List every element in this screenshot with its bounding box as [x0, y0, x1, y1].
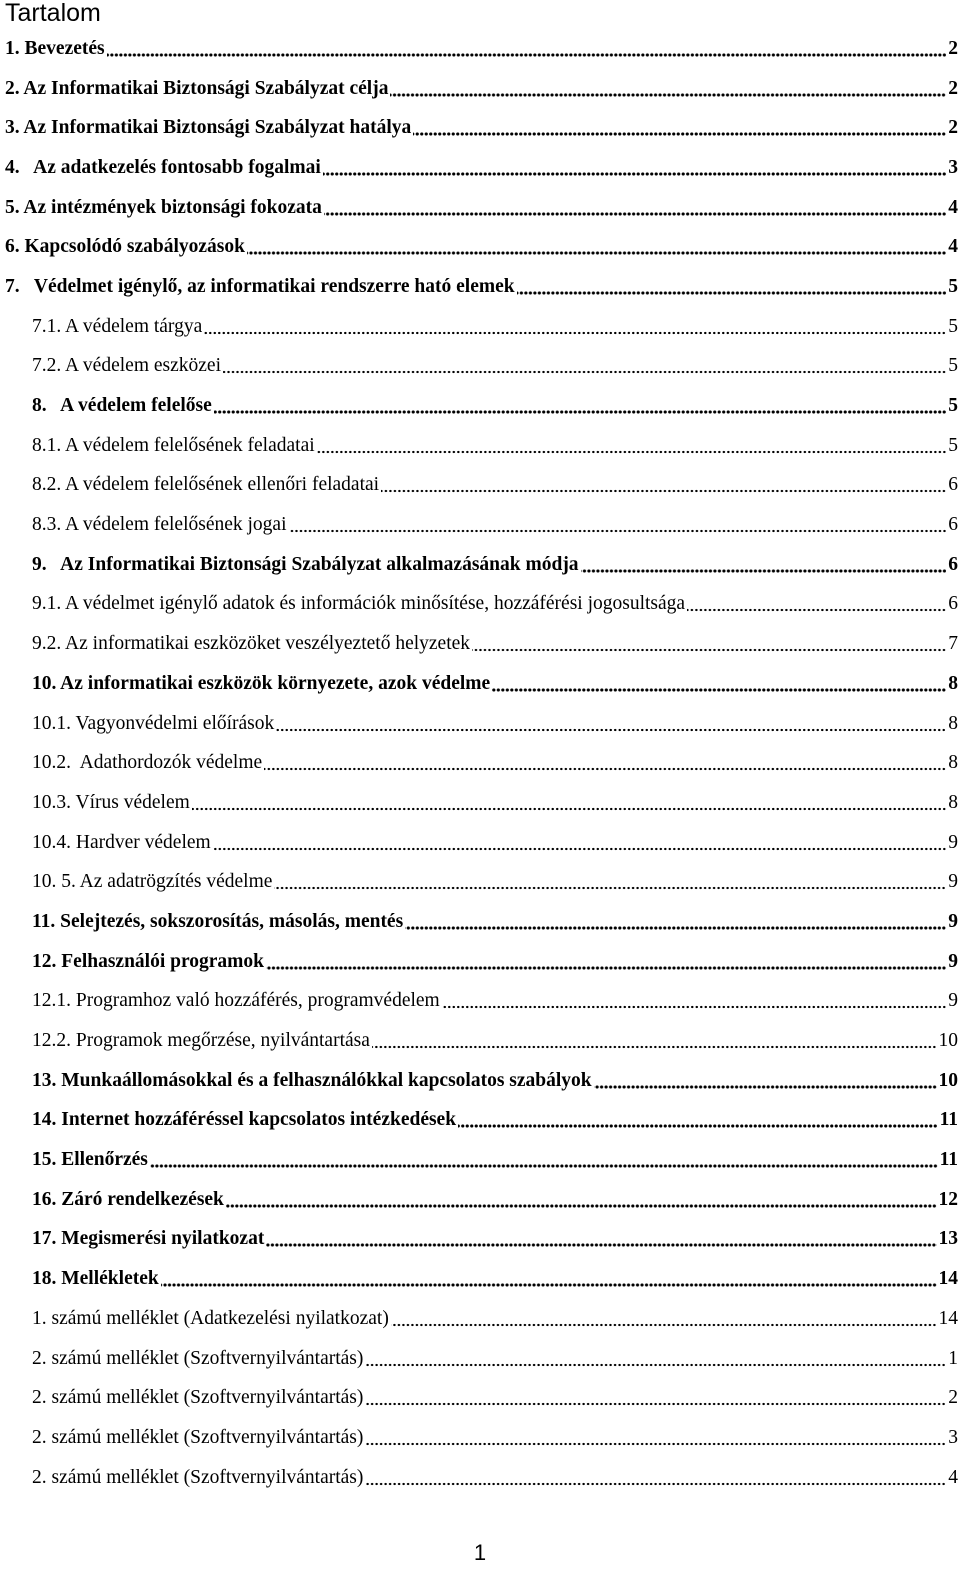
toc-entry-page: 5 [948, 315, 958, 337]
dot-leader [372, 1045, 937, 1049]
dot-leader [247, 251, 946, 255]
toc-entry-label: 8.2. A védelem felelősének ellenőri feladatai [32, 474, 380, 496]
toc-entry-page: 5 [948, 434, 958, 456]
dot-leader [161, 1283, 937, 1287]
toc-entry[interactable] [0, 902, 960, 942]
dot-leader [223, 370, 946, 374]
toc-entry[interactable] [0, 585, 960, 625]
toc-entry[interactable] [0, 1021, 960, 1061]
toc-entry[interactable] [0, 29, 960, 69]
toc-entry-label: 1. Bevezetés [5, 37, 105, 59]
toc-entry[interactable] [0, 862, 960, 902]
toc-entry-page: 3 [948, 1426, 958, 1448]
toc-entry-label: 10.3. Vírus védelem [32, 791, 190, 813]
toc-entry-label: 16. Záró rendelkezések [32, 1188, 224, 1210]
toc-entry-label: 13. Munkaállomásokkal és a felhasználókkal kapcsolatos szabályok [32, 1069, 592, 1091]
toc-entry-page: 3 [948, 156, 958, 178]
toc-entry[interactable] [0, 1339, 960, 1379]
toc-entry-label: 10. 5. Az adatrögzítés védelme [32, 871, 273, 893]
dot-leader [365, 1402, 946, 1406]
toc-entry-label: 12.2. Programok megőrzése, nyilvántartása [32, 1030, 370, 1052]
dot-leader [365, 1482, 946, 1486]
toc-entry-page: 6 [948, 514, 958, 536]
dot-leader [472, 648, 946, 652]
toc-entry-page: 10 [938, 1069, 958, 1091]
toc-entry[interactable] [0, 1061, 960, 1101]
toc-entry-label: 6. Kapcsolódó szabályozások [5, 236, 245, 258]
dot-leader [458, 1124, 938, 1128]
toc-entry[interactable] [0, 1299, 960, 1339]
toc-entry[interactable] [0, 307, 960, 347]
toc-entry-page: 9 [948, 871, 958, 893]
dot-leader [594, 1085, 937, 1089]
toc-entry-label: 12.1. Programhoz való hozzáférés, programvédelem [32, 990, 440, 1012]
toc-entry-label: 8.3. A védelem felelősének jogai [32, 514, 287, 536]
toc-entry-label: 5. Az intézmények biztonsági fokozata [5, 196, 322, 218]
toc-entry-page: 9 [948, 831, 958, 853]
toc-entry-page: 5 [948, 395, 958, 417]
toc-entry-label: 4. Az adatkezelés fontosabb fogalmai [5, 156, 321, 178]
dot-leader [381, 489, 946, 493]
toc-entry-page: 8 [948, 791, 958, 813]
dot-leader [492, 688, 946, 692]
toc-entry[interactable] [0, 426, 960, 466]
dot-leader [390, 93, 946, 97]
toc-entry[interactable] [0, 982, 960, 1022]
toc-entry[interactable] [0, 783, 960, 823]
toc-entry-page: 14 [938, 1268, 958, 1290]
toc-entry-label: 7. Védelmet igénylő, az informatikai rendszerre ható elemek [5, 275, 515, 297]
toc-entry-label: 7.1. A védelem tárgya [32, 315, 203, 337]
toc-entry[interactable] [0, 1458, 960, 1498]
dot-leader [264, 767, 946, 771]
toc-entry-page: 8 [948, 672, 958, 694]
dot-leader [413, 132, 946, 136]
toc-entry-label: 9. Az Informatikai Biztonsági Szabályzat alkalmazásának módja [32, 553, 579, 575]
dot-leader [226, 1204, 937, 1208]
toc-entry[interactable] [0, 347, 960, 387]
toc-entry[interactable] [0, 1259, 960, 1299]
toc-entry[interactable] [0, 108, 960, 148]
dot-leader [213, 847, 947, 851]
toc-entry-label: 8. A védelem felelőse [32, 395, 212, 417]
toc-entry-label: 8.1. A védelem felelősének feladatai [32, 434, 315, 456]
toc-entry[interactable] [0, 505, 960, 545]
dot-leader [442, 1005, 947, 1009]
toc-entry[interactable] [0, 1140, 960, 1180]
toc-entry-label: 14. Internet hozzáféréssel kapcsolatos intézkedések [32, 1109, 457, 1131]
toc-entry-label: 2. számú melléklet (Szoftvernyilvántartás) [32, 1466, 364, 1488]
toc-entry-page: 9 [948, 950, 958, 972]
dot-leader [204, 331, 946, 335]
toc-entry-page: 11 [939, 1149, 958, 1171]
toc-entry-page: 2 [948, 117, 958, 139]
dot-leader [365, 1363, 946, 1367]
dot-leader [107, 53, 947, 57]
toc-entry-label: 10. Az informatikai eszközök környezete, azok védelme [32, 672, 491, 694]
toc-entry-page: 8 [948, 712, 958, 734]
toc-entry-page: 8 [948, 752, 958, 774]
toc-entry-page: 14 [938, 1307, 958, 1329]
toc-entry[interactable] [0, 1220, 960, 1260]
toc-entry-label: 10.4. Hardver védelem [32, 831, 211, 853]
toc-entry-label: 9.2. Az informatikai eszközöket veszélyeztető helyzetek [32, 633, 471, 655]
toc-entry[interactable] [0, 69, 960, 109]
toc-entry-label: 3. Az Informatikai Biztonsági Szabályzat hatálya [5, 117, 412, 139]
dot-leader [391, 1323, 937, 1327]
toc-entry-label: 1. számú melléklet (Adatkezelési nyilatkozat) [32, 1307, 389, 1329]
toc-entry-page: 6 [948, 553, 958, 575]
dot-leader [581, 569, 947, 573]
dot-leader [266, 1243, 936, 1247]
toc-entry-page: 9 [948, 990, 958, 1012]
toc-entry-page: 5 [948, 355, 958, 377]
dot-leader [323, 172, 946, 176]
toc-entry-label: 15. Ellenőrzés [32, 1149, 148, 1171]
toc-entry-label: 11. Selejtezés, sokszorosítás, másolás, mentés [32, 910, 404, 932]
page-number: 1 [473, 1540, 487, 1565]
toc-entry-page: 2 [948, 1387, 958, 1409]
dot-leader [274, 886, 946, 890]
toc-entry-label: 18. Mellékletek [32, 1268, 159, 1290]
toc-entry[interactable] [0, 267, 960, 307]
toc-entry-label: 2. számú melléklet (Szoftvernyilvántartás) [32, 1426, 364, 1448]
toc-entry[interactable] [0, 942, 960, 982]
dot-leader [150, 1164, 938, 1168]
toc-entry-label: 9.1. A védelmet igénylő adatok és információk minősítése, hozzáférési jogosultsága [32, 593, 686, 615]
toc-entry-page: 5 [948, 275, 958, 297]
toc-entry[interactable] [0, 1180, 960, 1220]
toc-entry-page: 6 [948, 593, 958, 615]
dot-leader [324, 212, 946, 216]
toc-entry-label: 17. Megismerési nyilatkozat [32, 1228, 265, 1250]
toc-entry-label: 2. számú melléklet (Szoftvernyilvántartás) [32, 1387, 364, 1409]
toc-entry-page: 1 [948, 1347, 958, 1369]
toc-entry[interactable] [0, 386, 960, 426]
toc-entry-page: 4 [948, 1466, 958, 1488]
toc-entry[interactable] [0, 1101, 960, 1141]
toc-entry-label: 10.1. Vagyonvédelmi előírások [32, 712, 275, 734]
dot-leader [405, 926, 946, 930]
toc-entry[interactable] [0, 1378, 960, 1418]
dot-leader [317, 450, 947, 454]
toc-entry-label: 12. Felhasználói programok [32, 950, 265, 972]
toc-entry-page: 13 [938, 1228, 958, 1250]
toc-entry-page: 7 [948, 633, 958, 655]
dot-leader [687, 608, 946, 612]
dot-leader [214, 410, 946, 414]
toc-entry-page: 9 [948, 910, 958, 932]
toc-entry-label: 7.2. A védelem eszközei [32, 355, 221, 377]
dot-leader [266, 966, 946, 970]
toc-entry-page: 2 [948, 77, 958, 99]
toc-entry[interactable] [0, 148, 960, 188]
toc-entry[interactable] [0, 743, 960, 783]
toc-entry-page: 12 [938, 1188, 958, 1210]
table-of-contents [0, 29, 960, 1497]
dot-leader [289, 529, 947, 533]
toc-entry[interactable] [0, 227, 960, 267]
toc-entry-label: 2. számú melléklet (Szoftvernyilvántartás) [32, 1347, 364, 1369]
toc-entry[interactable] [0, 664, 960, 704]
toc-entry[interactable] [0, 188, 960, 228]
toc-entry-page: 11 [939, 1109, 958, 1131]
toc-title: Tartalom [5, 0, 101, 27]
toc-entry-page: 4 [948, 236, 958, 258]
toc-entry-page: 10 [938, 1030, 958, 1052]
toc-entry[interactable] [0, 1418, 960, 1458]
dot-leader [517, 291, 947, 295]
toc-entry-label: 10.2. Adathordozók védelme [32, 752, 263, 774]
toc-entry-page: 4 [948, 196, 958, 218]
toc-entry[interactable] [0, 545, 960, 585]
dot-leader [276, 728, 946, 732]
toc-entry-page: 2 [948, 37, 958, 59]
toc-entry[interactable] [0, 704, 960, 744]
dot-leader [192, 807, 946, 811]
toc-entry-page: 6 [948, 474, 958, 496]
toc-entry[interactable] [0, 823, 960, 863]
toc-entry[interactable] [0, 624, 960, 664]
toc-entry[interactable] [0, 466, 960, 506]
toc-entry-label: 2. Az Informatikai Biztonsági Szabályzat célja [5, 77, 389, 99]
dot-leader [365, 1442, 946, 1446]
